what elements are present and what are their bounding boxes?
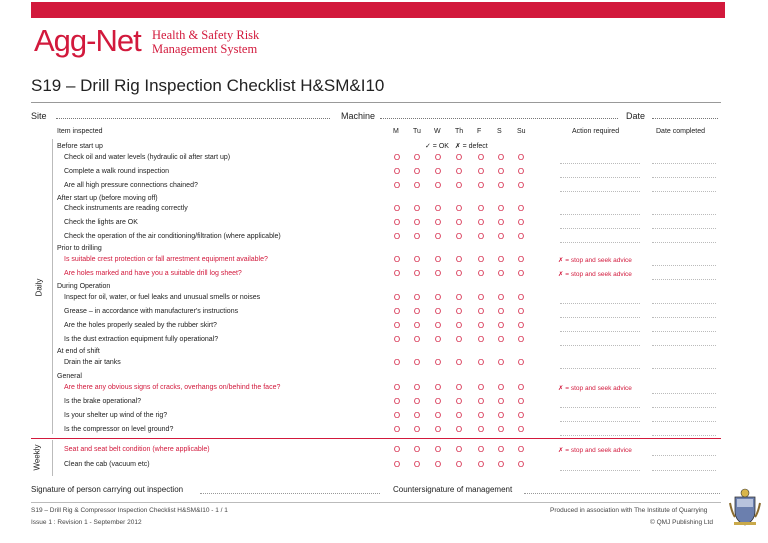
section-label: After start up (before moving off): [57, 195, 158, 202]
day-check-circle[interactable]: O: [434, 181, 442, 190]
day-check-circle[interactable]: O: [413, 218, 421, 227]
day-check-circle[interactable]: O: [497, 460, 505, 469]
date-completed-header: Date completed: [656, 128, 706, 135]
day-check-circle[interactable]: O: [517, 204, 525, 213]
date-completed-field[interactable]: [652, 214, 716, 215]
machine-label: Machine: [341, 111, 376, 121]
date-completed-field[interactable]: [652, 163, 716, 164]
day-check-circle[interactable]: O: [455, 153, 463, 162]
action-required-header: Action required: [572, 128, 620, 135]
day-check-circle[interactable]: O: [434, 269, 442, 278]
day-check-circle[interactable]: O: [497, 153, 505, 162]
item-label: Complete a walk round inspection: [64, 168, 170, 175]
management-signature-label: Countersignature of management: [393, 485, 513, 494]
action-field[interactable]: [560, 435, 640, 436]
day-check-circle[interactable]: O: [517, 321, 525, 330]
item-label: Are the holes properly sealed by the rubber skirt?: [64, 322, 217, 329]
day-check-circle[interactable]: O: [455, 204, 463, 213]
day-check-circle[interactable]: O: [497, 445, 505, 454]
checklist-row: [0, 306, 768, 318]
day-check-circle[interactable]: O: [393, 411, 401, 420]
day-check-circle[interactable]: O: [413, 358, 421, 367]
day-check-circle[interactable]: O: [393, 218, 401, 227]
day-check-circle[interactable]: O: [477, 397, 485, 406]
day-header: Tu: [413, 128, 421, 135]
checklist-row: [0, 166, 768, 178]
day-check-circle[interactable]: O: [393, 269, 401, 278]
day-check-circle[interactable]: O: [497, 321, 505, 330]
day-check-circle[interactable]: O: [477, 204, 485, 213]
date-completed-field[interactable]: [652, 331, 716, 332]
day-check-circle[interactable]: O: [477, 232, 485, 241]
day-check-circle[interactable]: O: [455, 335, 463, 344]
day-check-circle[interactable]: O: [517, 232, 525, 241]
section-label: Before start up: [57, 143, 103, 150]
item-label: Drain the air tanks: [64, 359, 121, 366]
date-completed-field[interactable]: [652, 421, 716, 422]
day-header: M: [393, 128, 399, 135]
site-label: Site: [31, 111, 47, 121]
day-check-circle[interactable]: O: [393, 232, 401, 241]
day-check-circle[interactable]: O: [455, 425, 463, 434]
day-check-circle[interactable]: O: [455, 255, 463, 264]
management-signature-field[interactable]: [524, 493, 720, 494]
weekly-divider: [31, 438, 721, 439]
date-completed-field[interactable]: [652, 435, 716, 436]
day-check-circle[interactable]: O: [413, 167, 421, 176]
logo-tagline: [152, 28, 259, 56]
checklist-row: [0, 334, 768, 346]
item-label: Is the compressor on level ground?: [64, 426, 174, 433]
day-check-circle[interactable]: O: [393, 358, 401, 367]
day-check-circle[interactable]: O: [455, 269, 463, 278]
item-label: Is the brake operational?: [64, 398, 142, 405]
day-check-circle[interactable]: O: [455, 293, 463, 302]
day-check-circle[interactable]: O: [497, 425, 505, 434]
day-header: W: [434, 128, 441, 135]
operator-signature-label: Signature of person carrying out inspection: [31, 485, 184, 494]
day-check-circle[interactable]: O: [455, 383, 463, 392]
daily-divider: [52, 139, 53, 434]
date-completed-field[interactable]: [652, 303, 716, 304]
day-check-circle[interactable]: O: [434, 411, 442, 420]
day-check-circle[interactable]: O: [413, 411, 421, 420]
day-check-circle[interactable]: O: [497, 181, 505, 190]
day-check-circle[interactable]: O: [477, 445, 485, 454]
checklist-row: [0, 231, 768, 243]
checklist-row: [0, 382, 768, 394]
day-check-circle[interactable]: O: [477, 269, 485, 278]
day-check-circle[interactable]: O: [413, 321, 421, 330]
section-label: During Operation: [57, 283, 111, 290]
date-field[interactable]: [652, 118, 718, 119]
day-check-circle[interactable]: O: [434, 218, 442, 227]
day-check-circle[interactable]: O: [413, 397, 421, 406]
day-check-circle[interactable]: O: [517, 181, 525, 190]
day-check-circle[interactable]: O: [517, 293, 525, 302]
day-check-circle[interactable]: O: [393, 335, 401, 344]
day-check-circle[interactable]: O: [517, 335, 525, 344]
day-check-circle[interactable]: O: [434, 307, 442, 316]
day-check-circle[interactable]: O: [455, 411, 463, 420]
action-field[interactable]: [560, 368, 640, 369]
day-check-circle[interactable]: O: [455, 307, 463, 316]
day-check-circle[interactable]: O: [517, 307, 525, 316]
day-check-circle[interactable]: O: [517, 445, 525, 454]
day-check-circle[interactable]: O: [434, 397, 442, 406]
day-check-circle[interactable]: O: [434, 204, 442, 213]
day-check-circle[interactable]: O: [413, 293, 421, 302]
day-check-circle[interactable]: O: [497, 358, 505, 367]
day-check-circle[interactable]: O: [434, 383, 442, 392]
day-check-circle[interactable]: O: [517, 460, 525, 469]
day-check-circle[interactable]: O: [517, 425, 525, 434]
date-completed-field[interactable]: [652, 279, 716, 280]
day-check-circle[interactable]: O: [497, 167, 505, 176]
day-check-circle[interactable]: O: [517, 358, 525, 367]
day-check-circle[interactable]: O: [497, 397, 505, 406]
day-check-circle[interactable]: O: [393, 460, 401, 469]
action-note: ✗ = stop and seek advice: [558, 385, 632, 392]
footer-copyright: © QMJ Publishing Ltd: [650, 519, 713, 526]
action-note: ✗ = stop and seek advice: [558, 257, 632, 264]
date-completed-field[interactable]: [652, 228, 716, 229]
item-label: Check the lights are OK: [64, 219, 138, 226]
day-check-circle[interactable]: O: [393, 181, 401, 190]
item-inspected-header: Item inspected: [57, 128, 103, 135]
day-check-circle[interactable]: O: [517, 397, 525, 406]
day-check-circle[interactable]: O: [393, 167, 401, 176]
section-label: General: [57, 373, 82, 380]
day-check-circle[interactable]: O: [393, 255, 401, 264]
day-check-circle[interactable]: O: [497, 204, 505, 213]
day-check-circle[interactable]: O: [393, 321, 401, 330]
checklist-row: [0, 320, 768, 332]
day-check-circle[interactable]: O: [434, 358, 442, 367]
day-check-circle[interactable]: O: [517, 218, 525, 227]
day-check-circle[interactable]: O: [393, 293, 401, 302]
date-completed-field[interactable]: [652, 368, 716, 369]
tagline-line-1: Health & Safety Risk: [152, 28, 260, 42]
item-label: Are all high pressure connections chained?: [64, 182, 198, 189]
daily-label: Daily: [34, 278, 44, 297]
day-check-circle[interactable]: O: [455, 397, 463, 406]
aggnet-logo: [34, 23, 260, 60]
institute-crest-icon: [728, 487, 762, 527]
action-field[interactable]: [560, 163, 640, 164]
day-check-circle[interactable]: O: [497, 307, 505, 316]
item-label: Check the operation of the air conditioning/filtration (where applicable): [64, 233, 281, 240]
section-label: At end of shift: [57, 348, 100, 355]
checklist-row: [0, 292, 768, 304]
day-check-circle[interactable]: O: [477, 153, 485, 162]
date-completed-field[interactable]: [652, 317, 716, 318]
checklist-row: [0, 424, 768, 436]
date-completed-field[interactable]: [652, 191, 716, 192]
item-label: Is suitable crest protection or fall arrestment equipment available?: [64, 256, 268, 263]
item-label: Are there any obvious signs of cracks, overhangs on/behind the face?: [64, 384, 281, 391]
action-field[interactable]: [560, 303, 640, 304]
day-check-circle[interactable]: O: [393, 307, 401, 316]
day-check-circle[interactable]: O: [413, 232, 421, 241]
day-check-circle[interactable]: O: [393, 445, 401, 454]
day-check-circle[interactable]: O: [477, 460, 485, 469]
day-check-circle[interactable]: O: [413, 269, 421, 278]
day-check-circle[interactable]: O: [393, 397, 401, 406]
action-field[interactable]: [560, 407, 640, 408]
day-check-circle[interactable]: O: [393, 425, 401, 434]
day-check-circle[interactable]: O: [434, 232, 442, 241]
action-field[interactable]: [560, 177, 640, 178]
day-check-circle[interactable]: O: [477, 255, 485, 264]
day-check-circle[interactable]: O: [477, 383, 485, 392]
day-check-circle[interactable]: O: [497, 383, 505, 392]
day-header: Su: [517, 128, 526, 135]
logo-wordmark: Agg-Net: [34, 23, 141, 58]
day-check-circle[interactable]: O: [497, 218, 505, 227]
day-check-circle[interactable]: O: [393, 153, 401, 162]
weekly-side-rule: [52, 440, 53, 476]
day-check-circle[interactable]: O: [413, 460, 421, 469]
day-check-circle[interactable]: O: [434, 293, 442, 302]
date-completed-field[interactable]: [652, 455, 716, 456]
item-label: Are holes marked and have you a suitable drill log sheet?: [64, 270, 242, 277]
checklist-row: [0, 217, 768, 229]
day-check-circle[interactable]: O: [477, 321, 485, 330]
machine-field[interactable]: [380, 118, 618, 119]
action-field[interactable]: [560, 191, 640, 192]
day-check-circle[interactable]: O: [477, 425, 485, 434]
day-check-circle[interactable]: O: [497, 232, 505, 241]
day-check-circle[interactable]: O: [477, 307, 485, 316]
day-check-circle[interactable]: O: [434, 335, 442, 344]
day-header: S: [497, 128, 502, 135]
item-label: Check oil and water levels (hydraulic oil after start up): [64, 154, 231, 161]
day-check-circle[interactable]: O: [393, 383, 401, 392]
day-check-circle[interactable]: O: [434, 425, 442, 434]
day-check-circle[interactable]: O: [413, 307, 421, 316]
date-completed-field[interactable]: [652, 470, 716, 471]
action-field[interactable]: [560, 470, 640, 471]
day-check-circle[interactable]: O: [434, 460, 442, 469]
action-note: ✗ = stop and seek advice: [558, 271, 632, 278]
footer-issue: Issue 1 : Revision 1 - September 2012: [31, 519, 142, 526]
day-check-circle[interactable]: O: [517, 383, 525, 392]
item-label: Seat and seat belt condition (where applicable): [64, 446, 210, 453]
day-check-circle[interactable]: O: [434, 321, 442, 330]
day-check-circle[interactable]: O: [497, 269, 505, 278]
item-label: Is your shelter up wind of the rig?: [64, 412, 168, 419]
item-label: Is the dust extraction equipment fully operational?: [64, 336, 219, 343]
weekly-label: Weekly: [32, 444, 42, 471]
day-check-circle[interactable]: O: [455, 358, 463, 367]
footer-association: Produced in association with The Institute of Quarrying: [550, 507, 708, 514]
day-check-circle[interactable]: O: [434, 255, 442, 264]
checklist-row: [0, 254, 768, 266]
footer-document-ref: S19 – Drill Rig & Compressor Inspection Checklist H&SM&I10 - 1 / 1: [31, 507, 228, 514]
day-header: Th: [455, 128, 464, 135]
date-label: Date: [626, 111, 646, 121]
day-check-circle[interactable]: O: [517, 255, 525, 264]
operator-signature-field[interactable]: [200, 493, 380, 494]
day-check-circle[interactable]: O: [413, 383, 421, 392]
action-field[interactable]: [560, 317, 640, 318]
day-check-circle[interactable]: O: [413, 445, 421, 454]
legend-defect: ✗ = defect: [454, 143, 488, 150]
day-check-circle[interactable]: O: [434, 153, 442, 162]
checklist-row: [0, 180, 768, 192]
day-check-circle[interactable]: O: [413, 335, 421, 344]
top-accent-bar: [31, 2, 725, 18]
footer-divider: [31, 502, 721, 503]
checklist-row: [0, 268, 768, 280]
date-completed-field[interactable]: [652, 265, 716, 266]
day-check-circle[interactable]: O: [477, 218, 485, 227]
day-header: F: [477, 128, 482, 135]
action-field[interactable]: [560, 228, 640, 229]
day-check-circle[interactable]: O: [413, 425, 421, 434]
day-check-circle[interactable]: O: [517, 167, 525, 176]
day-check-circle[interactable]: O: [497, 255, 505, 264]
action-field[interactable]: [560, 214, 640, 215]
day-check-circle[interactable]: O: [517, 411, 525, 420]
day-check-circle[interactable]: O: [455, 167, 463, 176]
section-label: Prior to drilling: [57, 245, 102, 252]
action-note: ✗ = stop and seek advice: [558, 447, 632, 454]
title-divider: [31, 102, 721, 103]
day-check-circle[interactable]: O: [497, 335, 505, 344]
day-check-circle[interactable]: O: [413, 153, 421, 162]
item-label: Clean the cab (vacuum etc): [64, 461, 150, 468]
day-check-circle[interactable]: O: [477, 167, 485, 176]
day-check-circle[interactable]: O: [477, 358, 485, 367]
day-check-circle[interactable]: O: [517, 269, 525, 278]
day-check-circle[interactable]: O: [455, 321, 463, 330]
day-check-circle[interactable]: O: [517, 153, 525, 162]
item-label: Grease – in accordance with manufacturer's instructions: [64, 308, 239, 315]
checklist-row: [0, 459, 768, 471]
day-check-circle[interactable]: O: [434, 445, 442, 454]
checklist-row: [0, 396, 768, 408]
document-title: S19 – Drill Rig Inspection Checklist H&SM&I10: [31, 76, 385, 95]
checklist-row: [0, 152, 768, 164]
date-completed-field[interactable]: [652, 177, 716, 178]
day-check-circle[interactable]: O: [455, 181, 463, 190]
day-check-circle[interactable]: O: [455, 232, 463, 241]
day-check-circle[interactable]: O: [497, 293, 505, 302]
day-check-circle[interactable]: O: [477, 293, 485, 302]
checklist-row: [0, 357, 768, 369]
action-field[interactable]: [560, 421, 640, 422]
date-completed-field[interactable]: [652, 407, 716, 408]
tagline-line-2: Management System: [152, 42, 258, 56]
day-check-circle[interactable]: O: [497, 411, 505, 420]
item-label: Check instruments are reading correctly: [64, 205, 188, 212]
checklist-row: [0, 410, 768, 422]
checklist-row: [0, 444, 768, 456]
day-check-circle[interactable]: O: [434, 167, 442, 176]
day-check-circle[interactable]: O: [393, 204, 401, 213]
legend-ok: ✓ = OK: [425, 143, 449, 150]
date-completed-field[interactable]: [652, 393, 716, 394]
checklist-row: [0, 203, 768, 215]
day-check-circle[interactable]: O: [455, 445, 463, 454]
day-check-circle[interactable]: O: [477, 411, 485, 420]
day-check-circle[interactable]: O: [413, 255, 421, 264]
item-label: Inspect for oil, water, or fuel leaks and unusual smells or noises: [64, 294, 261, 301]
site-field[interactable]: [56, 118, 330, 119]
action-field[interactable]: [560, 331, 640, 332]
day-check-circle[interactable]: O: [477, 335, 485, 344]
day-check-circle[interactable]: O: [455, 218, 463, 227]
day-check-circle[interactable]: O: [413, 181, 421, 190]
day-check-circle[interactable]: O: [477, 181, 485, 190]
day-check-circle[interactable]: O: [455, 460, 463, 469]
day-check-circle[interactable]: O: [413, 204, 421, 213]
